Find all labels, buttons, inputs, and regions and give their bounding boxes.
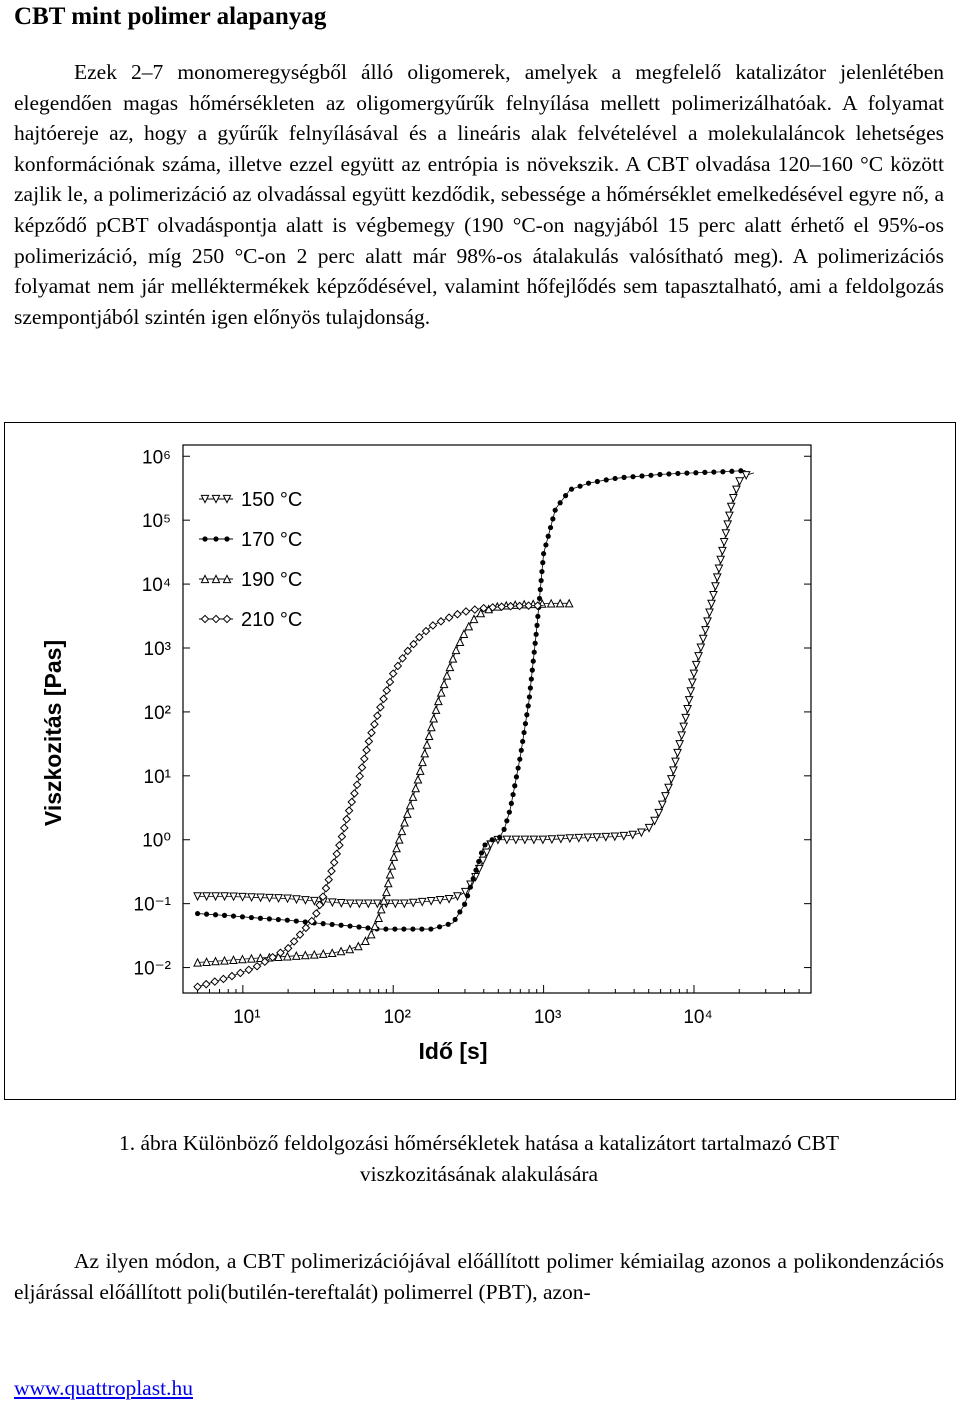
data-point — [421, 750, 428, 757]
data-point — [483, 849, 490, 856]
data-point — [678, 732, 685, 739]
data-point — [396, 836, 403, 843]
caption-line-1: 1. ábra Különböző feldolgozási hőmérsékletek hatása a katalizátort tartalmazó CBT — [119, 1131, 839, 1155]
legend-marker — [213, 536, 218, 541]
data-point — [534, 623, 539, 628]
data-point — [394, 662, 401, 669]
data-point — [401, 819, 408, 826]
y-tick-label: 10³ — [143, 638, 171, 660]
data-point — [401, 926, 406, 931]
data-point — [435, 697, 442, 704]
data-point — [501, 827, 506, 832]
data-point — [245, 966, 252, 973]
data-point — [736, 478, 743, 485]
data-point — [392, 926, 397, 931]
data-point — [388, 862, 395, 869]
data-point — [371, 922, 378, 929]
data-point — [414, 776, 421, 783]
data-point — [471, 876, 476, 881]
legend-marker — [212, 615, 219, 622]
data-point — [368, 931, 375, 938]
data-point — [457, 909, 462, 914]
data-point — [267, 916, 272, 921]
data-point — [532, 650, 537, 655]
data-point — [645, 824, 652, 831]
plot-border — [183, 445, 811, 993]
data-point — [194, 983, 201, 990]
data-point — [648, 473, 653, 478]
data-point — [228, 972, 235, 979]
x-tick-label: 10³ — [533, 1007, 562, 1028]
data-point — [428, 724, 435, 731]
data-point — [417, 767, 424, 774]
data-point — [655, 809, 662, 816]
data-point — [337, 948, 344, 955]
data-point — [346, 946, 353, 953]
y-tick-label: 10¹ — [143, 766, 171, 788]
data-point — [666, 471, 671, 476]
data-point — [338, 923, 343, 928]
data-point — [361, 755, 368, 762]
data-point — [672, 758, 679, 765]
data-point — [325, 876, 332, 883]
data-point — [356, 773, 363, 780]
data-point — [702, 627, 709, 634]
data-point — [662, 793, 669, 800]
data-point — [456, 638, 463, 645]
data-point — [383, 687, 390, 694]
y-axis-label: Viszkozitás [Pas] — [40, 639, 66, 827]
data-point — [419, 926, 424, 931]
data-point — [553, 508, 558, 513]
data-point — [528, 685, 533, 690]
data-point — [720, 469, 725, 474]
series-line — [198, 603, 571, 962]
data-point — [460, 630, 467, 637]
data-point — [693, 661, 700, 668]
data-point — [695, 653, 702, 660]
data-point — [237, 969, 244, 976]
data-point — [675, 471, 680, 476]
data-point — [347, 923, 352, 928]
data-point — [670, 767, 677, 774]
data-point — [512, 783, 517, 788]
data-point — [204, 912, 209, 917]
data-point — [390, 853, 397, 860]
data-point — [668, 776, 675, 783]
data-point — [371, 721, 378, 728]
data-point — [719, 547, 726, 554]
intro-paragraph: Ezek 2–7 monomeregységből álló oligomerek, amelyek a megfelelő katalizátor jelenlétében elegendően magas hőmérsékleten az oligomergyűrűk felnyílása mellett polimerizálhatóak. A folyamat hajtóereje az, hogy a gyűrűk felnyílásával és a lineáris alak felvételével a molekulaláncok lehetséges konformációnak száma, illetve ezzel együtt az entrópia is növekszik. A CBT olvadása 120–160 °C között zajlik le, a polimerizáció az olvadással együtt kezdődik, sebessége a hőmérséklet emelkedésével egyre nő, a képződő pCBT olvadáspontja alatt is végbemegy (190 °C-on nagyjából 15 perc alatt érhető el 95%-os polimerizáció, míg 250 °C-on 2 perc alatt már 98%-os átalakulás valósítható meg). A polimerizációs folyamat nem jár melléktermékek képződésével, valamint hőfejlődés sem tapasztalható, ami a feldolgozás szempontjából szintén igen előnyös tulajdonság. — [14, 60, 944, 329]
data-point — [621, 475, 626, 480]
caption-line-2: viszkozitásának alakulására — [359, 1161, 599, 1186]
data-point — [676, 741, 683, 748]
data-point — [358, 764, 365, 771]
data-point — [330, 922, 335, 927]
data-point — [546, 534, 551, 539]
data-point — [437, 618, 444, 625]
data-point — [651, 817, 658, 824]
data-point — [258, 916, 263, 921]
data-point — [712, 583, 719, 590]
data-point — [303, 919, 308, 924]
data-point — [452, 646, 459, 653]
data-point — [706, 609, 713, 616]
data-point — [410, 926, 415, 931]
data-point — [702, 470, 707, 475]
data-point — [714, 574, 721, 581]
data-point — [356, 924, 361, 929]
data-point — [657, 472, 662, 477]
figure-caption — [14, 1128, 944, 1189]
y-tick-label: 10⁶ — [142, 447, 171, 469]
y-tick-label: 10² — [143, 702, 171, 724]
data-point — [449, 655, 456, 662]
data-point — [383, 926, 388, 931]
data-point — [378, 906, 385, 913]
data-point — [443, 672, 450, 679]
data-point — [462, 608, 469, 615]
data-point — [537, 596, 542, 601]
data-point — [507, 810, 512, 815]
figure-frame — [4, 422, 956, 1100]
data-point — [524, 712, 529, 717]
data-point — [519, 748, 524, 753]
data-point — [430, 715, 437, 722]
viscosity-chart — [5, 423, 957, 1101]
data-point — [409, 793, 416, 800]
data-point — [730, 495, 737, 502]
data-point — [453, 917, 458, 922]
data-point — [630, 474, 635, 479]
data-point — [446, 922, 451, 927]
data-point — [687, 688, 694, 695]
series-4 — [194, 602, 544, 990]
data-point — [211, 978, 218, 985]
data-point — [220, 975, 227, 982]
data-point — [377, 704, 384, 711]
data-point — [523, 721, 528, 726]
data-point — [386, 678, 393, 685]
data-point — [432, 706, 439, 713]
data-point — [516, 765, 521, 770]
data-point — [717, 556, 724, 563]
second-paragraph: Az ilyen módon, a CBT polimerizációjával előállított polimer kémiailag azonos a polikondenzációs eljárással előállított poli(butilén-tereftalát) polimerrel (PBT), azon- — [14, 1249, 944, 1304]
data-point — [509, 801, 514, 806]
data-point — [476, 859, 481, 864]
data-point — [321, 921, 326, 926]
data-point — [473, 868, 478, 873]
data-point — [728, 503, 735, 510]
data-point — [517, 757, 522, 762]
data-point — [428, 926, 433, 931]
data-point — [468, 885, 473, 890]
data-point — [385, 880, 392, 887]
data-point — [338, 833, 345, 840]
data-point — [240, 914, 245, 919]
data-point — [527, 694, 532, 699]
data-point — [454, 611, 461, 618]
data-point — [423, 741, 430, 748]
data-point — [393, 845, 400, 852]
data-point — [577, 484, 582, 489]
data-point — [438, 689, 445, 696]
data-point — [689, 679, 696, 686]
data-point — [380, 695, 387, 702]
data-point — [231, 913, 236, 918]
data-point — [684, 470, 689, 475]
data-point — [639, 473, 644, 478]
data-point — [538, 587, 543, 592]
y-tick-label: 10⁵ — [141, 511, 171, 533]
data-point — [613, 476, 618, 481]
data-point — [353, 781, 360, 788]
data-point — [322, 885, 329, 892]
data-point — [374, 712, 381, 719]
data-point — [313, 910, 320, 917]
data-point — [533, 641, 538, 646]
data-point — [534, 632, 539, 637]
data-point — [454, 893, 461, 900]
legend-marker — [224, 536, 229, 541]
data-point — [398, 827, 405, 834]
data-point — [328, 867, 335, 874]
x-axis-label: Idő [s] — [418, 1038, 488, 1064]
data-point — [548, 525, 553, 530]
data-point — [479, 850, 484, 855]
data-point — [399, 655, 406, 662]
legend-label: 190 °C — [241, 569, 303, 591]
y-tick-label: 10⁴ — [141, 575, 171, 597]
data-point — [680, 723, 687, 730]
data-point — [365, 925, 370, 930]
legend-marker — [201, 615, 208, 622]
data-point — [665, 784, 672, 791]
data-point — [333, 850, 340, 857]
data-point — [195, 911, 200, 916]
data-point — [738, 468, 743, 473]
data-point — [363, 746, 370, 753]
x-tick-label: 10² — [383, 1007, 411, 1028]
data-point — [249, 915, 254, 920]
data-point — [520, 739, 525, 744]
data-point — [733, 486, 740, 493]
data-point — [294, 918, 299, 923]
data-point — [638, 829, 645, 836]
legend-label: 210 °C — [241, 609, 303, 631]
data-point — [682, 714, 689, 721]
data-point — [715, 565, 722, 572]
data-point — [514, 774, 519, 779]
data-point — [724, 521, 731, 528]
data-point — [729, 469, 734, 474]
data-point — [285, 918, 290, 923]
data-point — [375, 914, 382, 921]
legend-marker — [223, 615, 230, 622]
data-point — [674, 749, 681, 756]
y-tick-label: 10⁻¹ — [133, 894, 171, 916]
data-point — [504, 818, 509, 823]
series-3 — [194, 600, 573, 966]
data-point — [540, 560, 545, 565]
page-heading: CBT mint polimer alapanyag — [14, 3, 327, 30]
data-point — [710, 591, 717, 598]
data-point — [203, 981, 210, 988]
data-point — [690, 670, 697, 677]
data-point — [412, 785, 419, 792]
data-point — [526, 703, 531, 708]
data-point — [700, 635, 707, 642]
data-point — [697, 644, 704, 651]
chart-plot-area — [183, 445, 811, 993]
data-point — [726, 512, 733, 519]
data-point — [383, 888, 390, 895]
data-point — [659, 801, 666, 808]
data-point — [686, 697, 693, 704]
data-point — [497, 835, 502, 840]
data-point — [595, 479, 600, 484]
data-point — [708, 600, 715, 607]
data-point — [510, 792, 515, 797]
data-point — [331, 859, 338, 866]
data-point — [440, 680, 447, 687]
data-point — [541, 551, 546, 556]
data-point — [550, 516, 555, 521]
data-point — [222, 913, 227, 918]
data-point — [368, 729, 375, 736]
data-point — [446, 663, 453, 670]
y-tick-label: 10⁰ — [142, 830, 171, 852]
data-point — [704, 618, 711, 625]
data-point — [490, 837, 495, 842]
data-point — [558, 500, 563, 505]
legend-label: 170 °C — [241, 529, 303, 551]
data-point — [426, 732, 433, 739]
data-point — [276, 917, 281, 922]
data-point — [213, 912, 218, 917]
series-line — [198, 606, 544, 987]
data-point — [419, 758, 426, 765]
x-tick-label: 10⁴ — [683, 1007, 713, 1028]
data-point — [390, 670, 397, 677]
data-point — [386, 871, 393, 878]
data-point — [604, 477, 609, 482]
data-point — [465, 893, 470, 898]
data-point — [404, 810, 411, 817]
legend-marker — [202, 536, 207, 541]
data-point — [355, 943, 362, 950]
x-tick-label: 10¹ — [233, 1007, 261, 1028]
data-point — [539, 569, 544, 574]
data-point — [253, 963, 260, 970]
data-point — [693, 470, 698, 475]
footer-website-link[interactable]: www.quattroplast.hu — [14, 1376, 193, 1400]
legend-label: 150 °C — [241, 489, 303, 511]
chart-axes — [134, 447, 812, 1028]
data-point — [684, 706, 691, 713]
data-point — [586, 481, 591, 486]
data-point — [437, 924, 442, 929]
data-point — [722, 530, 729, 537]
data-point — [346, 807, 353, 814]
data-point — [721, 539, 728, 546]
data-point — [348, 798, 355, 805]
data-point — [341, 824, 348, 831]
data-point — [446, 614, 453, 621]
data-point — [539, 578, 544, 583]
data-point — [343, 816, 350, 823]
data-point — [336, 842, 343, 849]
data-point — [407, 802, 414, 809]
y-tick-label: 10⁻² — [133, 958, 171, 980]
data-point — [535, 614, 540, 619]
data-point — [351, 790, 358, 797]
data-point — [365, 738, 372, 745]
data-point — [482, 842, 487, 847]
data-point — [711, 469, 716, 474]
data-point — [569, 487, 574, 492]
data-point — [530, 668, 535, 673]
data-point — [531, 659, 536, 664]
data-point — [563, 493, 568, 498]
data-point — [465, 623, 472, 630]
data-point — [529, 676, 534, 681]
chart-legend — [199, 489, 302, 631]
data-point — [543, 542, 548, 547]
data-point — [521, 730, 526, 735]
data-point — [429, 622, 436, 629]
data-point — [471, 606, 478, 613]
data-point — [462, 902, 467, 907]
